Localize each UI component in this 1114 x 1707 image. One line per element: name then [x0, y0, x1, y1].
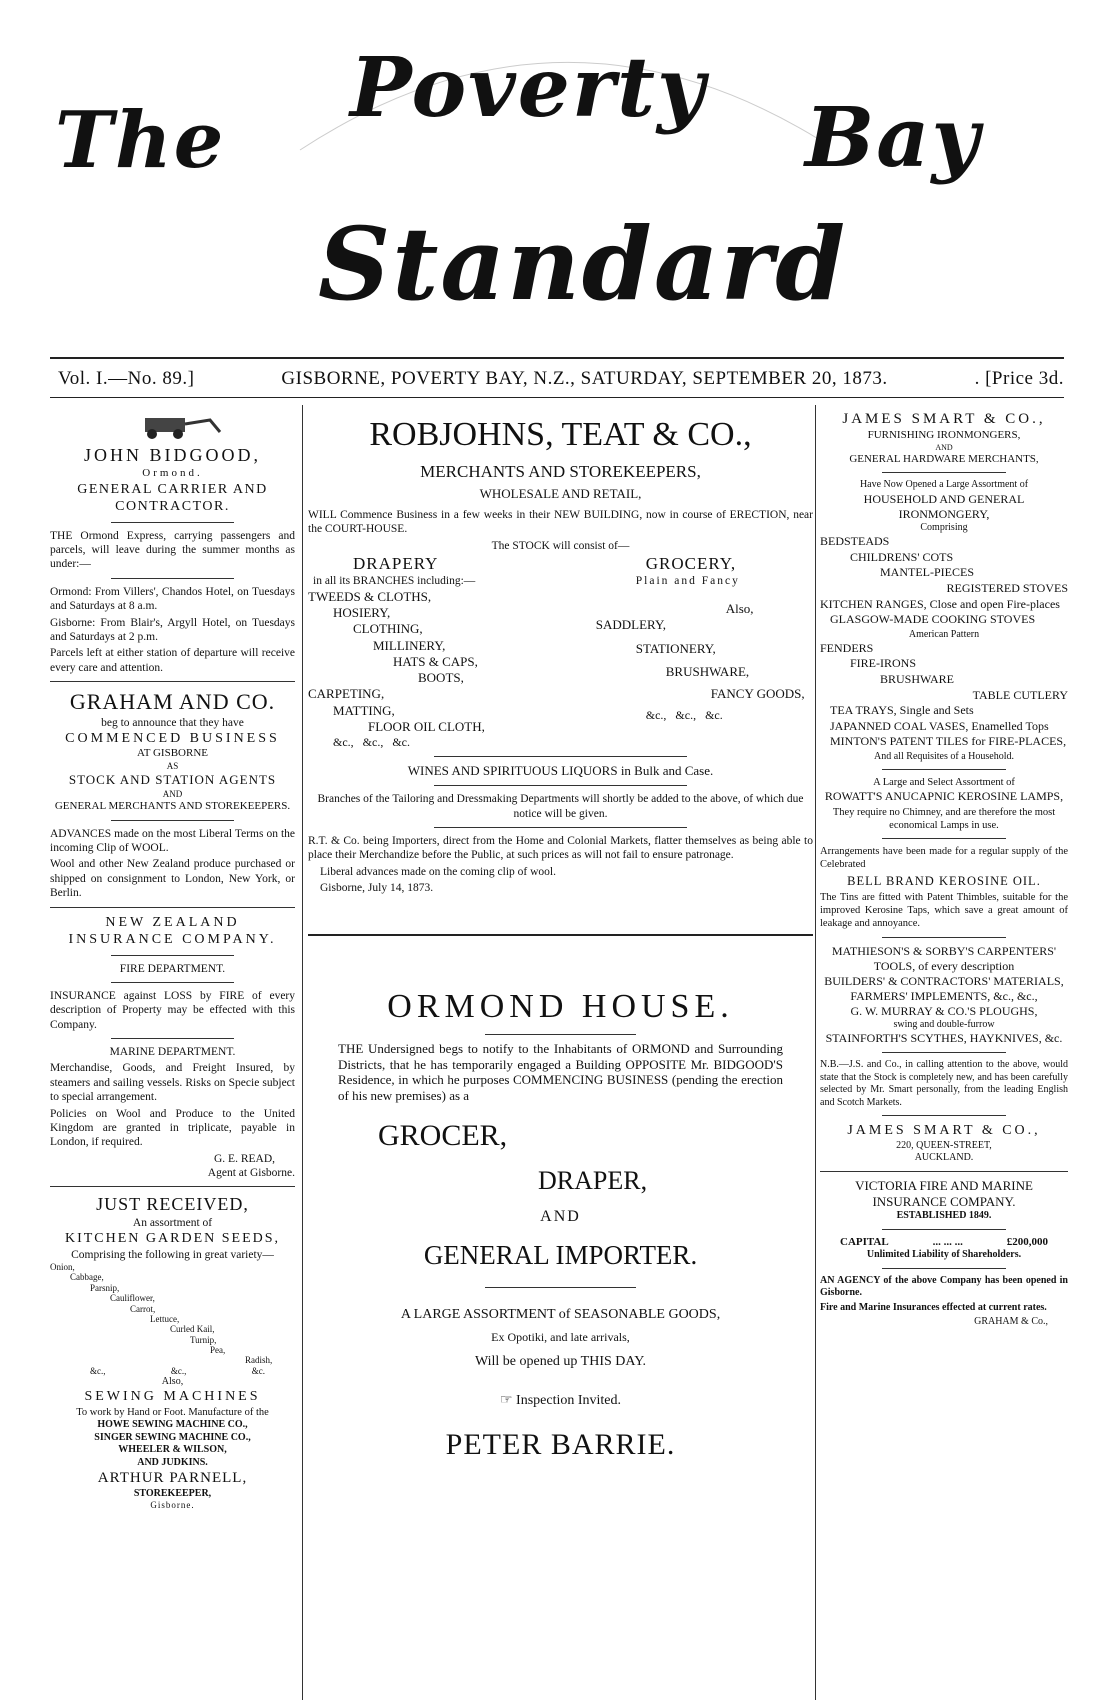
smart-lamps: They require no Chimney, and are therefore the most economical Lamps in use.: [832, 807, 1056, 832]
smart-tools: MATHIESON'S & SORBY'S CARPENTERS' TOOLS, of every description: [831, 943, 1057, 973]
nz-insurance-ad: [50, 914, 295, 1181]
inspection-text: Inspection Invited.: [516, 1393, 622, 1409]
smart-oil: The Tins are fitted with Patent Thimbles, suitable for the improved Kerosine Taps, which save a great amount of leakage and annoyance.: [820, 892, 1068, 930]
smart-item: KITCHEN RANGES, Close and open Fire-places: [820, 596, 1060, 611]
graham-line: COMMENCED BUSINESS: [65, 730, 280, 746]
robjohns-wines: WINES AND SPIRITUOUS LIQUORS in Bulk and Case.: [407, 763, 714, 778]
smart-item: REGISTERED STOVES: [946, 581, 1068, 596]
divider: [820, 1171, 1068, 1172]
drapery-item: MILLINERY,: [373, 637, 446, 653]
smart-items: [820, 534, 1068, 763]
ormond-grocer: GROCER,: [378, 1119, 508, 1153]
smart-lamps: A Large and Select Assortment of: [873, 776, 1015, 788]
graham-advances: ADVANCES made on the most Liberal Terms on the incoming Clip of WOOL.: [50, 827, 295, 854]
etc: &c.,: [170, 1365, 187, 1376]
bidgood-place: Ormond.: [142, 466, 203, 479]
divider: [882, 1052, 1006, 1053]
victoria-agency: AN AGENCY of the above Company has been opened in Gisborne.: [820, 1274, 1068, 1299]
victoria-insurance-ad: [820, 1178, 1068, 1329]
ormond-proprietor: PETER BARRIE.: [445, 1427, 676, 1461]
divider: [434, 756, 687, 757]
nzins-text: Policies on Wool and Produce to the United Kingdom are granted in triplicate, payable in London, if required.: [50, 1107, 295, 1149]
robjohns-text: WILL Commence Business in a few weeks in their NEW BUILDING, now in course of ERECTION, near the COURT-HOUSE.: [308, 509, 813, 536]
drapery-item: HOSIERY,: [333, 605, 391, 620]
divider: [111, 1038, 234, 1039]
smart-line: Comprising: [920, 521, 968, 533]
graham-wool: Wool and other New Zealand produce purchased or shipped on consignment to London, New York, or Berlin.: [50, 858, 295, 900]
parnell-seeds: KITCHEN GARDEN SEEDS,: [64, 1231, 281, 1247]
ormond-opened: Will be opened up THIS DAY.: [474, 1353, 647, 1369]
coach-illustration: [50, 410, 295, 440]
divider: [111, 820, 234, 821]
masthead-bay: Bay: [805, 90, 982, 186]
smart-line: HOUSEHOLD AND GENERAL IRONMONGERY,: [863, 491, 1025, 521]
column-divider-1: [302, 405, 303, 1700]
nzins-text: Merchandise, Goods, and Freight Insured, by steamers and sailing vessels. Risks on Specie subject to special arrangement.: [50, 1062, 295, 1104]
smart-item: CHILDRENS' COTS: [850, 549, 954, 564]
parnell-sewing: SEWING MACHINES: [84, 1389, 261, 1405]
nzins-signature: G. E. READ,: [213, 1152, 275, 1165]
robjohns-text: Branches of the Tailoring and Dressmaking Departments will shortly be added to the above, of which due notice will be given.: [317, 793, 804, 820]
smart-nb: N.B.—J.S. and Co., in calling attention to the above, would state that the Stock is completely new, and has been carefully selected by Mr. Smart personally, from the leading English and Scotch Markets.: [820, 1059, 1068, 1108]
divider: [882, 937, 1006, 938]
volume-number: Vol. I.—No. 89.]: [58, 368, 195, 389]
dateline: [58, 368, 1064, 394]
dateline-rule: [50, 397, 1064, 398]
smart-name: JAMES SMART & CO.,: [842, 411, 1046, 427]
top-rule: [50, 357, 1064, 359]
graham-ad: [50, 688, 295, 901]
victoria-signature: GRAHAM & Co.,: [974, 1316, 1048, 1328]
divider: [111, 578, 234, 579]
robjohns-name: ROBJOHNS, TEAT & CO.,: [369, 416, 752, 453]
seed-item: Cabbage,: [70, 1272, 104, 1283]
ormond-assortment: A LARGE ASSORTMENT of SEASONABLE GOODS,: [400, 1307, 721, 1323]
nzins-marine: MARINE DEPARTMENT.: [109, 1046, 236, 1058]
grocery-item: BRUSHWARE,: [665, 663, 750, 679]
divider: [882, 472, 1006, 473]
smart-item: GLASGOW-MADE COOKING STOVES: [830, 612, 1036, 627]
bidgood-ormond: Ormond: From Villers', Chandos Hotel, on Tuesdays and Saturdays at 8 a.m.: [50, 585, 295, 613]
smart-item: TABLE CUTLERY: [972, 687, 1068, 702]
drapery-list: [308, 553, 586, 750]
smart-oil: Arrangements have been made for a regular supply of the Celebrated: [820, 846, 1068, 871]
machine-maker: SINGER SEWING MACHINE CO.,: [94, 1431, 251, 1443]
divider: [50, 907, 295, 908]
graham-line: AS: [166, 761, 179, 772]
column-middle: [308, 410, 813, 1463]
smart-item: MINTON'S PATENT TILES for FIRE-PLACES,: [830, 734, 1067, 749]
seed-item: Curled Kail,: [170, 1324, 215, 1335]
graham-line: AND: [162, 788, 183, 799]
robjohns-stock-list: [308, 553, 813, 750]
masthead-poverty: Poverty: [350, 40, 707, 136]
divider: [50, 1186, 295, 1187]
smart-item: FENDERS: [820, 640, 874, 655]
grocery-item: SADDLERY,: [595, 617, 666, 632]
bidgood-gisborne: Gisborne: From Blair's, Argyll Hotel, on Tuesdays and Saturdays at 2 p.m.: [50, 616, 295, 643]
parnell-name: ARTHUR PARNELL,: [97, 1470, 248, 1487]
nzins-text: INSURANCE against LOSS by FIRE of every description of Property may be effected with this Company.: [50, 989, 295, 1031]
graham-line: AT GISBORNE: [136, 747, 208, 760]
divider: [485, 1034, 637, 1035]
parnell-ad: [50, 1193, 295, 1511]
smart-oil-brand: BELL BRAND KEROSINE OIL.: [847, 873, 1041, 888]
ormond-inspection: [308, 1392, 813, 1410]
graham-name: GRAHAM AND CO.: [69, 689, 276, 714]
victoria-title: VICTORIA FIRE AND MARINE INSURANCE COMPANY.: [855, 1177, 1033, 1209]
parnell-also: Also,: [161, 1375, 184, 1387]
smart-line: FURNISHING IRONMONGERS,: [867, 428, 1021, 441]
victoria-liability: Unlimited Liability of Shareholders.: [866, 1249, 1022, 1261]
nzins-fire: FIRE DEPARTMENT.: [119, 962, 226, 975]
nzins-title: NEW ZEALAND: [105, 914, 240, 930]
machine-maker: HOWE SEWING MACHINE CO.,: [97, 1419, 248, 1431]
ormond-draper: DRAPER,: [538, 1165, 648, 1195]
smart-line: AND: [935, 442, 953, 452]
divider: [882, 1268, 1006, 1269]
ormond-arrivals: Ex Opotiki, and late arrivals,: [491, 1329, 630, 1344]
capital-label: CAPITAL: [840, 1235, 889, 1248]
ormond-and: AND: [540, 1208, 581, 1226]
smart-line: GENERAL HARDWARE MERCHANTS,: [849, 452, 1039, 465]
smart-ad: [820, 410, 1068, 1165]
drapery-etc: &c., &c., &c.: [333, 735, 410, 749]
graham-line: GENERAL MERCHANTS AND STOREKEEPERS.: [54, 799, 291, 812]
smart-item: BEDSTEADS: [820, 534, 890, 549]
bidgood-title: GENERAL CARRIER AND CONTRACTOR.: [77, 481, 268, 515]
parnell-line: An assortment of: [132, 1216, 213, 1229]
divider: [434, 785, 687, 786]
grocery-item: STATIONERY,: [635, 641, 716, 657]
seed-item: Parsnip,: [90, 1282, 120, 1293]
divider: [50, 681, 295, 682]
seed-item: Lettuce,: [150, 1313, 180, 1324]
graham-line: beg to announce that they have: [101, 716, 244, 729]
capital-amount: £200,000: [1006, 1235, 1048, 1248]
machine-maker: WHEELER & WILSON,: [118, 1444, 227, 1456]
smart-tools: G. W. MURRAY & CO.'S PLOUGHS,: [850, 1003, 1038, 1018]
divider: [882, 769, 1006, 770]
ormond-importer: GENERAL IMPORTER.: [423, 1240, 698, 1271]
smart-item: American Pattern: [908, 628, 980, 640]
bidgood-parcels: Parcels left at either station of departure will receive every care and attention.: [50, 647, 295, 674]
smart-address: 220, QUEEN-STREET,: [896, 1139, 992, 1151]
parnell-line: Comprising the following in great variety—: [71, 1248, 274, 1261]
column-left: [50, 410, 295, 1512]
smart-tools: swing and double-furrow: [893, 1018, 995, 1030]
price: . [Price 3d.: [974, 368, 1064, 389]
divider: [111, 982, 234, 983]
robjohns-text: R.T. & Co. being Importers, direct from the Home and Colonial Markets, flatter themselves as being able to place their Merchandize before the Public, at such prices as will not fail to ensure patronage.: [308, 835, 813, 862]
seed-list: [50, 1262, 295, 1376]
drapery-heading: DRAPERY: [353, 554, 439, 574]
victoria-capital: [820, 1236, 1068, 1250]
drapery-item: FLOOR OIL CLOTH,: [368, 718, 485, 734]
divider: [111, 955, 234, 956]
grocery-heading: GROCERY,: [645, 554, 737, 574]
publication-place-date: GISBORNE, POVERTY BAY, N.Z., SATURDAY, SEPTEMBER 20, 1873.: [281, 368, 888, 389]
seed-item: Carrot,: [130, 1303, 156, 1314]
divider: [882, 1115, 1006, 1116]
seed-item: Cauliflower,: [110, 1293, 155, 1304]
robjohns-stock: The STOCK will consist of—: [491, 539, 630, 552]
parnell-heading: JUST RECEIVED,: [96, 1194, 249, 1215]
smart-city: AUCKLAND.: [914, 1152, 974, 1164]
divider: [882, 1229, 1006, 1230]
masthead-the: The: [55, 95, 226, 186]
robjohns-sub2: WHOLESALE AND RETAIL,: [479, 485, 642, 501]
smart-item: BRUSHWARE: [880, 672, 955, 686]
bidgood-name: JOHN BIDGOOD,: [84, 445, 261, 466]
ormond-text: THE Undersigned begs to notify to the Inhabitants of ORMOND and Surrounding Districts, that he has temporarily engaged a Building OPPOSITE Mr. BIDGOOD'S Residence, in which he purposes COMMENCING BUSINESS (pending the erection of his new premises) as a: [338, 1041, 783, 1103]
parnell-line: To work by Hand or Foot. Manufacture of the: [76, 1406, 269, 1418]
nzins-agent: Agent at Gisborne.: [207, 1167, 295, 1179]
column-right: [820, 410, 1068, 1329]
victoria-rates: Fire and Marine Insurances effected at current rates.: [820, 1301, 1047, 1313]
smart-lamps: ROWATT'S ANUCAPNIC KEROSINE LAMPS,: [824, 789, 1064, 804]
etc: &c.: [251, 1365, 265, 1376]
bidgood-text: THE Ormond Express, carrying passengers and parcels, will leave during the summer months as under:—: [50, 529, 295, 571]
victoria-established: ESTABLISHED 1849.: [896, 1210, 992, 1222]
pointing-hand-icon: ☞: [499, 1393, 513, 1409]
masthead-standard: Standard: [318, 205, 848, 323]
robjohns-date: Gisborne, July 14, 1873.: [320, 882, 434, 895]
etc: &c.,: [90, 1365, 106, 1376]
grocery-item: Also,: [725, 600, 754, 616]
robjohns-sub: MERCHANTS AND STOREKEEPERS,: [420, 461, 701, 481]
nzins-title: INSURANCE COMPANY.: [68, 932, 277, 947]
seed-item: Radish,: [245, 1355, 273, 1366]
bidgood-ad: [50, 410, 295, 675]
column-divider-2: [815, 405, 816, 1700]
ormond-title: ORMOND HOUSE.: [387, 987, 734, 1025]
divider: [434, 827, 687, 828]
seed-item: Pea,: [210, 1344, 226, 1355]
divider: [882, 838, 1006, 839]
masthead: [0, 0, 1114, 355]
divider: [111, 522, 234, 523]
grocery-etc: &c., &c., &c.: [645, 708, 723, 722]
divider: [485, 1287, 637, 1288]
smart-tools: STAINFORTH'S SCYTHES, HAYKNIVES, &c.: [825, 1031, 1063, 1046]
smart-item: JAPANNED COAL VASES, Enamelled Tops: [830, 718, 1049, 733]
graham-line: STOCK AND STATION AGENTS: [68, 772, 277, 788]
grocery-list: [586, 553, 813, 750]
machine-maker: AND JUDKINS.: [137, 1456, 208, 1468]
grocery-item: FANCY GOODS,: [710, 685, 805, 701]
robjohns-text: Liberal advances made on the coming clip of wool.: [320, 865, 556, 878]
grocery-sub: Plain and Fancy: [635, 575, 740, 588]
smart-item: And all Requisites of a Household.: [874, 750, 1014, 762]
drapery-item: TWEEDS & CLOTHS,: [308, 588, 432, 604]
seed-item: Onion,: [50, 1262, 75, 1273]
seed-item: Turnip,: [190, 1334, 217, 1345]
capital-dots: ... ... ...: [932, 1235, 963, 1248]
parnell-place: Gisborne.: [150, 1500, 195, 1511]
drapery-item: CARPETING,: [308, 686, 385, 702]
smart-item: FIRE-IRONS: [850, 656, 917, 671]
smart-line: Have Now Opened a Large Assortment of: [859, 479, 1029, 491]
smart-tools: BUILDERS' & CONTRACTORS' MATERIALS, FARMERS' IMPLEMENTS, &c., &c.,: [824, 973, 1064, 1003]
smart-item: MANTEL-PIECES: [880, 565, 974, 580]
drapery-item: MATTING,: [333, 702, 395, 718]
parnell-occupation: STOREKEEPER,: [133, 1487, 212, 1499]
drapery-item: HATS & CAPS,: [393, 653, 478, 669]
smart-item: TEA TRAYS, Single and Sets: [830, 703, 974, 718]
ormond-house-ad: [308, 986, 813, 1464]
drapery-branches: in all its BRANCHES including:—: [313, 575, 476, 588]
divider: [308, 934, 813, 936]
smart-signature: JAMES SMART & CO.,: [847, 1123, 1041, 1139]
drapery-item: BOOTS,: [418, 670, 464, 685]
drapery-item: CLOTHING,: [353, 621, 423, 637]
robjohns-ad: [308, 414, 813, 896]
